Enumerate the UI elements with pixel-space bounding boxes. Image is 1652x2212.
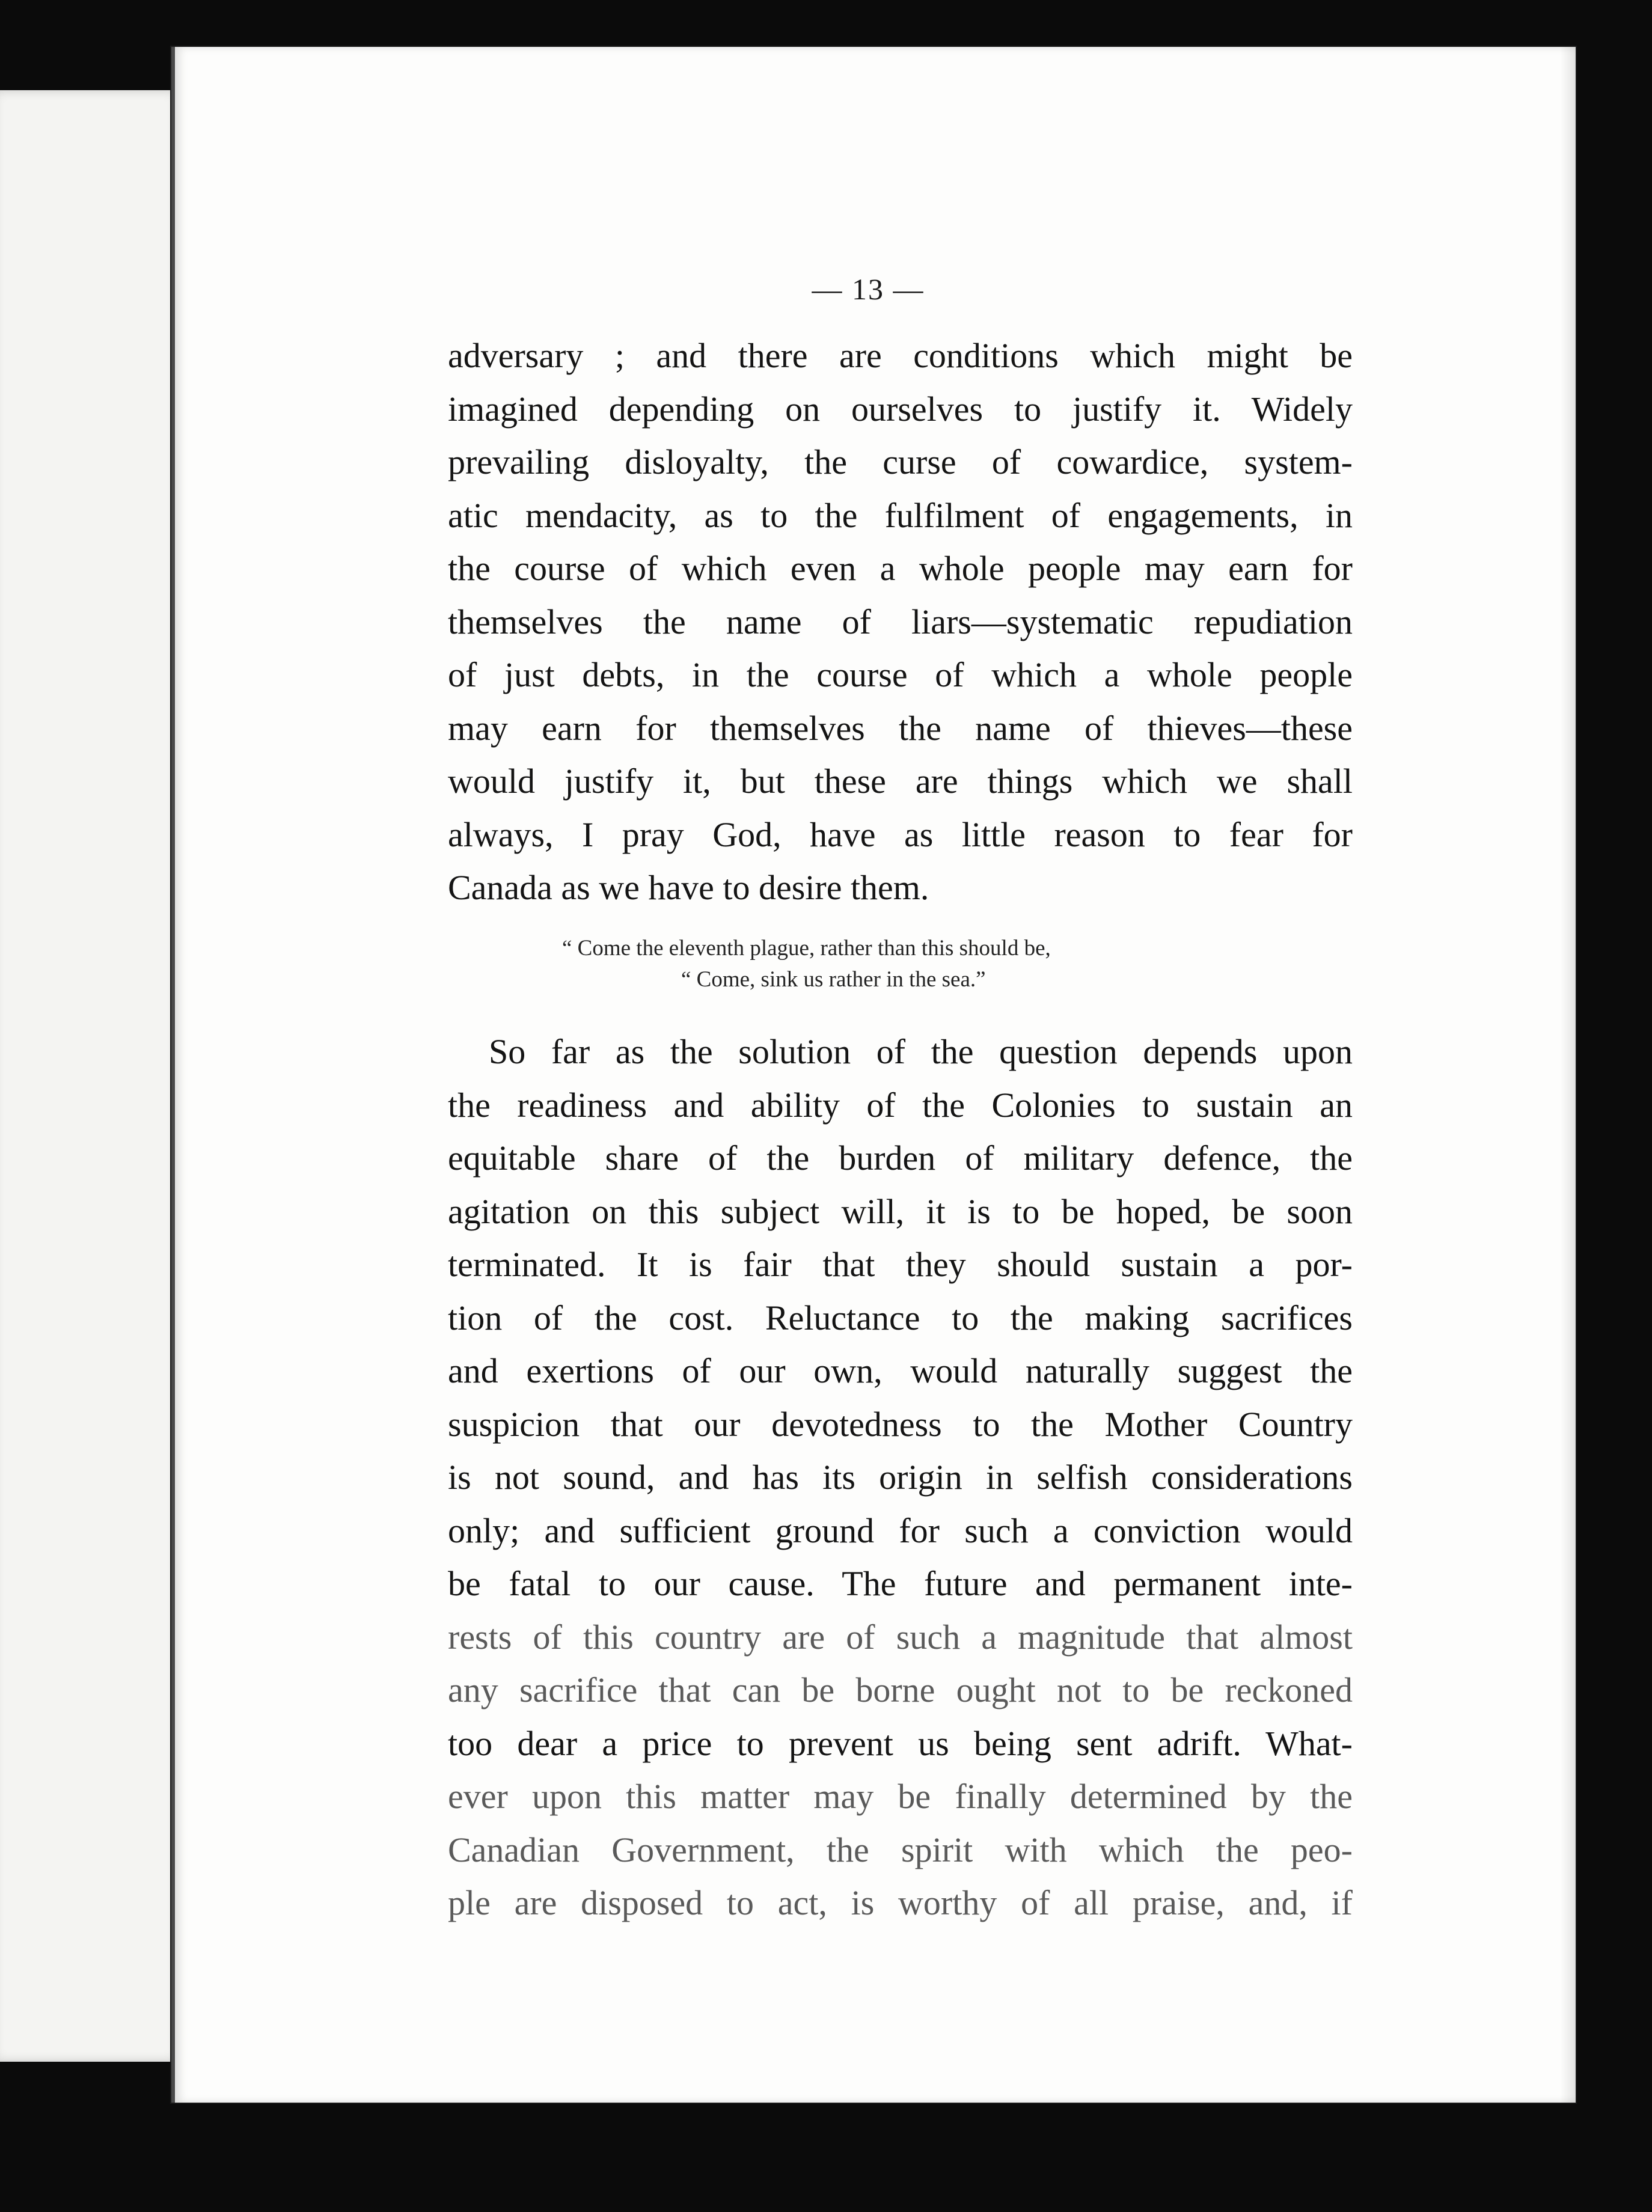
- paragraph-one: [448, 329, 1353, 915]
- text-line: the readiness and ability of the Colonies to sustain an: [448, 1085, 1353, 1125]
- text-line: adversary ; and there are conditions which might be: [448, 336, 1353, 375]
- text-line: Canada as we have to desire them.: [448, 868, 929, 907]
- page-number: — 13 —: [812, 272, 925, 306]
- text-line: suspicion that our devotedness to the Mother Country: [448, 1404, 1353, 1444]
- text-line: rests of this country are of such a magnitude that almost: [448, 1617, 1353, 1657]
- text-line: tion of the cost. Reluctance to the making sacrifices: [448, 1298, 1353, 1337]
- text-line: is not sound, and has its origin in selfish considerations: [448, 1458, 1353, 1497]
- text-line: So far as the solution of the question depends upon: [489, 1032, 1353, 1071]
- block-quotation: [0, 933, 1652, 995]
- text-line: ple are disposed to act, is worthy of all praise, and, if: [448, 1883, 1353, 1922]
- text-line: any sacrifice that can be borne ought not to be reckoned: [448, 1670, 1353, 1709]
- text-line: prevailing disloyalty, the curse of cowardice, system-: [448, 442, 1353, 481]
- text-line: of just debts, in the course of which a whole people: [448, 655, 1353, 694]
- text-line: atic mendacity, as to the fulfilment of engagements, in: [448, 495, 1353, 535]
- text-line: too dear a price to prevent us being sent adrift. What-: [448, 1723, 1353, 1763]
- text-line: agitation on this subject will, it is to be hoped, be soon: [448, 1191, 1353, 1231]
- text-line: equitable share of the burden of military defence, the: [448, 1138, 1353, 1178]
- text-line: may earn for themselves the name of thieves—these: [448, 708, 1353, 748]
- text-line: would justify it, but these are things which we shall: [448, 762, 1353, 801]
- text-line: only; and sufficient ground for such a conviction would: [448, 1511, 1353, 1550]
- quotation-line: “ Come, sink us rather in the sea.”: [681, 967, 986, 992]
- text-line: Canadian Government, the spirit with which the peo-: [448, 1830, 1353, 1869]
- text-line: themselves the name of liars—systematic repudiation: [448, 602, 1353, 641]
- text-line: the course of which even a whole people may earn for: [448, 549, 1353, 588]
- text-line: imagined depending on ourselves to justify it. Widely: [448, 389, 1353, 429]
- text-line: terminated. It is fair that they should sustain a por-: [448, 1245, 1353, 1284]
- quotation-line: “ Come the eleventh plague, rather than this should be,: [562, 936, 1051, 961]
- previous-page-edge: [0, 90, 186, 2062]
- text-line: ever upon this matter may be finally determined by the: [448, 1777, 1353, 1816]
- text-line: be fatal to our cause. The future and permanent inte-: [448, 1564, 1353, 1603]
- text-line: always, I pray God, have as little reason to fear for: [448, 814, 1353, 854]
- text-line: and exertions of our own, would naturally suggest the: [448, 1351, 1353, 1390]
- paragraph-two: [448, 1025, 1353, 1930]
